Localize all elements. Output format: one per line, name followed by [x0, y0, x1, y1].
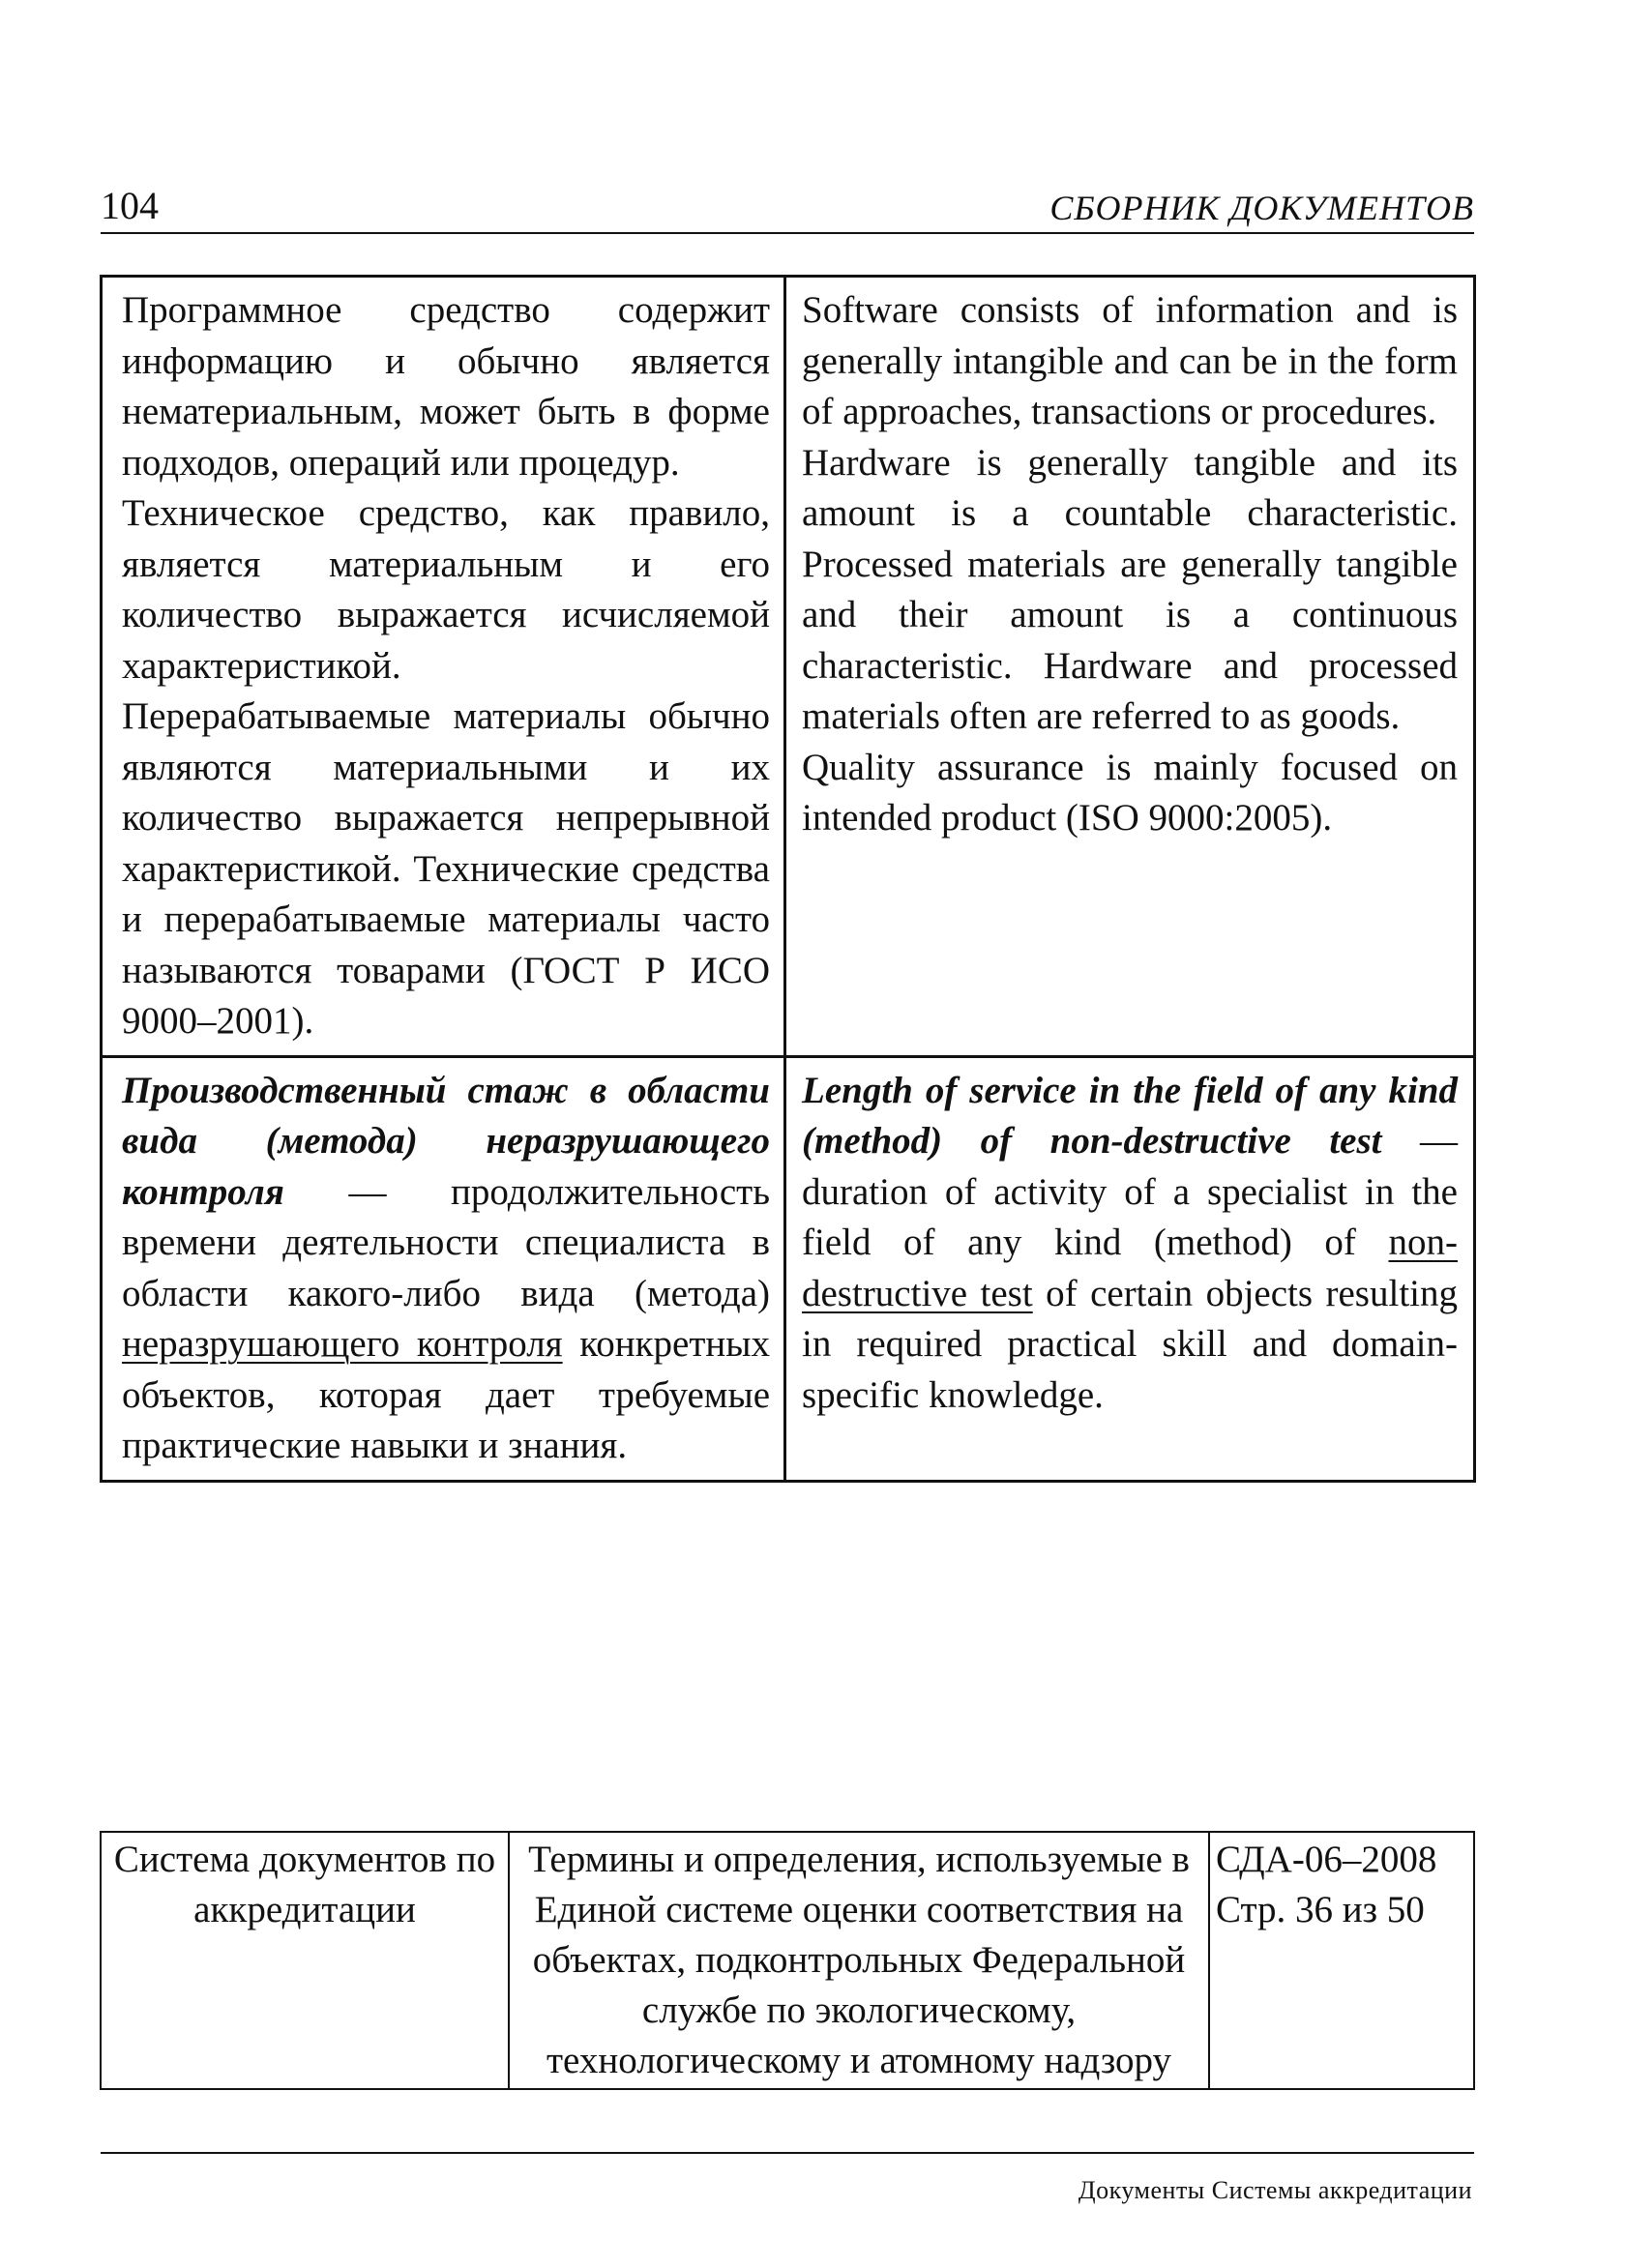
- ru-term-definition: [122, 1066, 770, 1472]
- table-row: [101, 1832, 1474, 2089]
- en-paragraph: Hardware is generally tangible and its amount is a countable characteristic. Processed materials are generally tangible and their amount is a continuous characteristic. Hardware and processed materials often are referred to as goods.: [802, 441, 1458, 737]
- table-row: [102, 277, 1475, 1057]
- en-paragraph: Quality assurance is mainly focused on intended product (ISO 9000:2005).: [802, 746, 1458, 839]
- page-number: 104: [101, 184, 159, 227]
- en-paragraph: Software consists of information and is generally intangible and can be in the form of approaches, transactions or procedures.: [802, 289, 1458, 432]
- document-title-cell: Термины и определения, используемые в Единой системе оценки соответствия на объектах, подконтрольных Федеральной службе по экологическому, технологическому и атомному надзору: [509, 1832, 1209, 2089]
- en-term-definition: [802, 1066, 1458, 1422]
- ru-definition-text: — продолжительность времени деятельности специалиста в области какого-либо вида (метода): [122, 1170, 770, 1314]
- document-page-count: Стр. 36 из 50: [1216, 1889, 1425, 1930]
- ru-definition-rest: конкретных объектов, которая дает требуемые практические навыки и знания.: [122, 1323, 770, 1466]
- document-code: СДА-06–2008: [1216, 1839, 1437, 1880]
- footer-caption: Документы Системы аккредитации: [1078, 2176, 1472, 2204]
- ru-paragraph: Техническое средство, как правило, является материальным и его количество выражается исчисляемой характеристикой.: [122, 492, 770, 687]
- footer-divider: [101, 2152, 1474, 2154]
- terms-table: [100, 275, 1476, 1483]
- en-term-link[interactable]: non-destructive test: [802, 1222, 1458, 1314]
- ru-term-cell: [102, 1056, 785, 1481]
- en-definition-text: — duration of activity of a specialist in the field of any kind (method) of: [802, 1120, 1458, 1263]
- running-title: СБОРНИК ДОКУМЕНТОВ: [1049, 189, 1474, 227]
- en-definition-cell: [785, 277, 1475, 1057]
- ru-paragraph: Программное средство содержит информацию и обычно является нематериальным, может быть в форме подходов, операций или процедур.: [122, 289, 770, 484]
- ru-definition-cell: [102, 277, 785, 1057]
- table-row: [102, 1056, 1475, 1481]
- document-info-box: [100, 1831, 1475, 2090]
- ru-paragraph: Перерабатываемые материалы обычно являются материальными и их количество выражается непрерывной характеристикой. Технические средства и перерабатываемые материалы часто называются товарами (ГОСТ Р ИСО 9000–2001).: [122, 695, 770, 1042]
- document-code-cell: [1209, 1832, 1474, 2089]
- page-header: [101, 186, 1474, 234]
- ru-term-link[interactable]: неразрушающего контроля: [122, 1323, 563, 1365]
- en-definition-rest: of certain objects resulting in required practical skill and domain-specific knowledge.: [802, 1272, 1458, 1416]
- document-system-cell: Система документов по аккредитации: [101, 1832, 509, 2089]
- en-term-cell: [785, 1056, 1475, 1481]
- en-term: Length of service in the field of any kind (method) of non-destructive test: [802, 1069, 1458, 1162]
- ru-term: Производственный стаж в области вида (метода) неразрушающего контроля: [122, 1069, 770, 1213]
